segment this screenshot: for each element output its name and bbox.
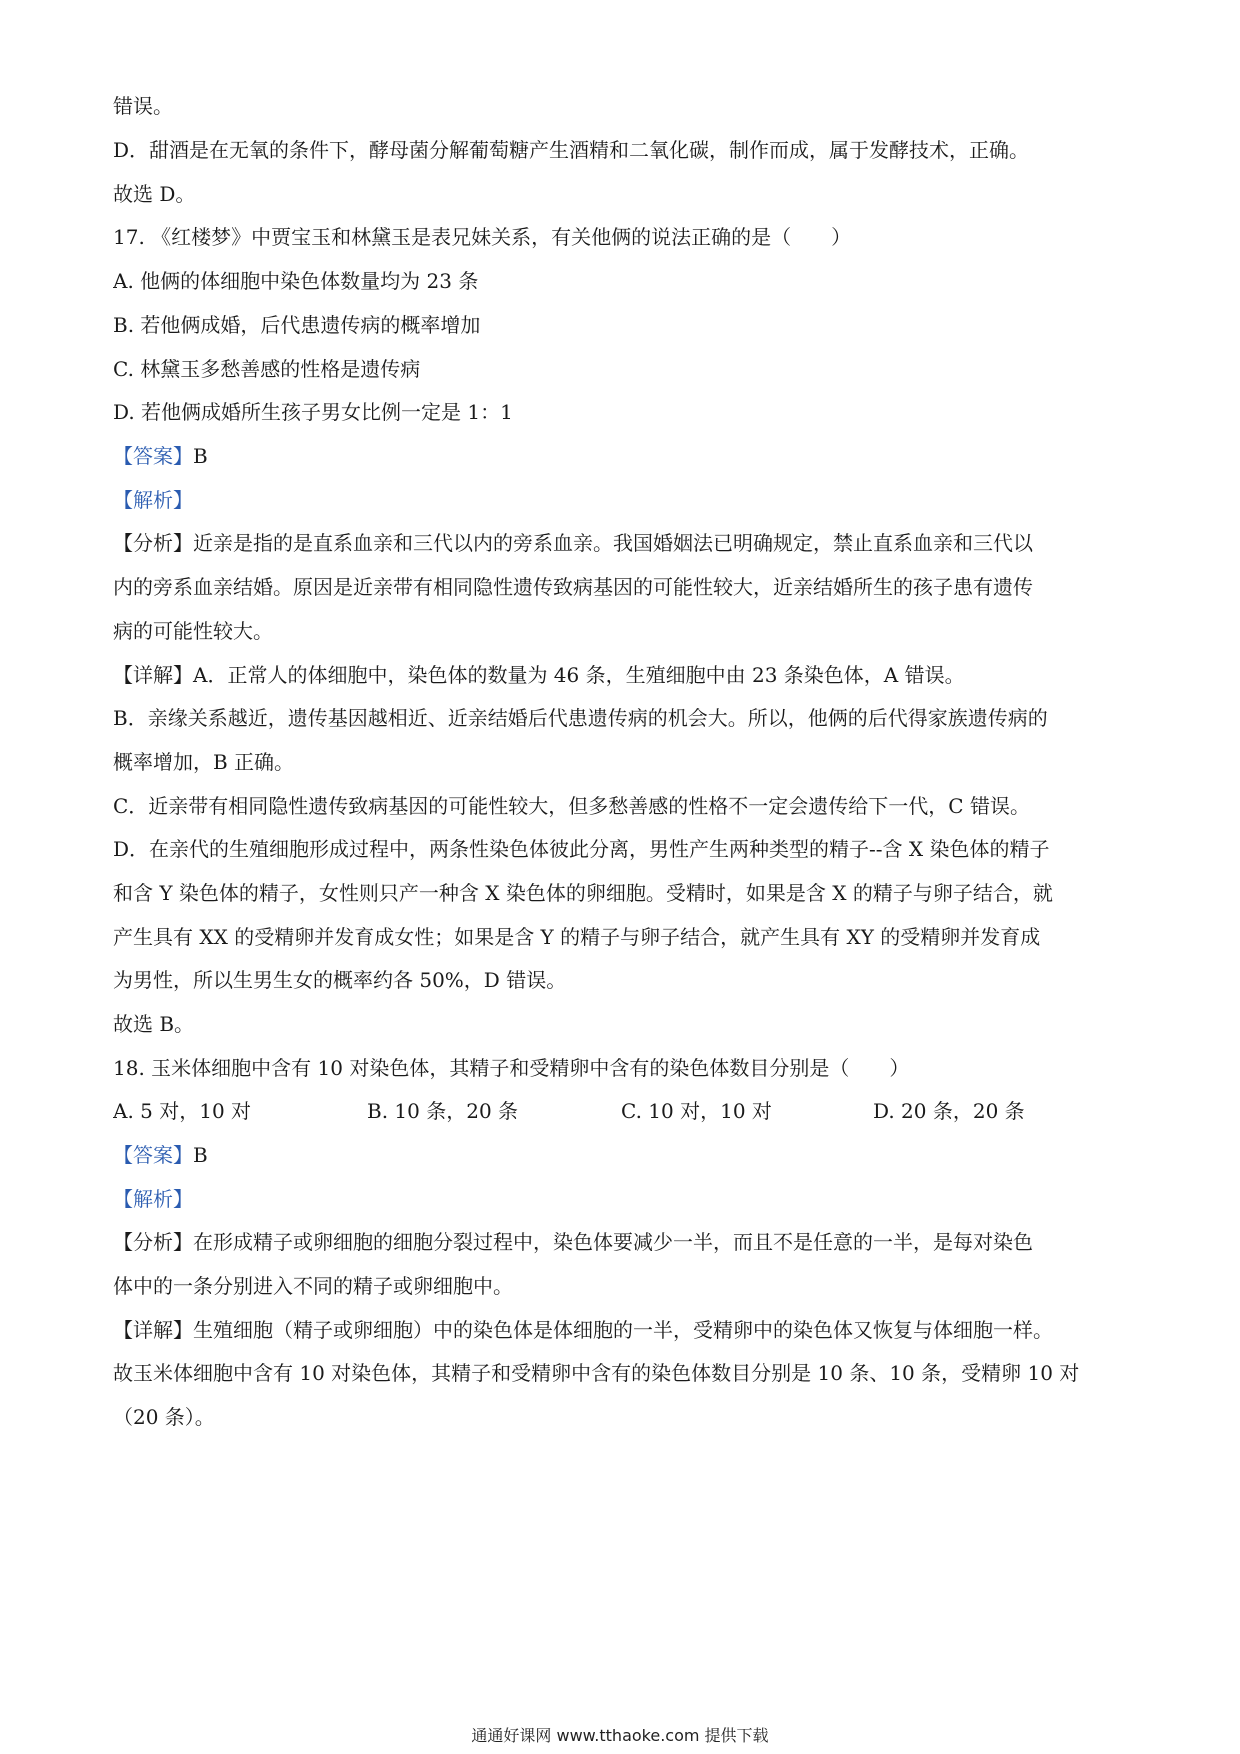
text-line: 产生具有 XX 的受精卵并发育成女性；如果是含 Y 的精子与卵子结合，就产生具有 XY 的受精卵并发育成 [113,925,1041,949]
answer-value: B [193,1143,208,1167]
question-18-analysis [113,1185,1143,1213]
xiangjie-text: 生殖细胞（精子或卵细胞）中的染色体是体细胞的一半，受精卵中的染色体又恢复与体细胞一样。 [193,1318,1053,1342]
fenxi-tag: 【分析】 [113,1230,193,1254]
question-17-stem: 17. 《红楼梦》中贾宝玉和林黛玉是表兄妹关系，有关他俩的说法正确的是（ ） [113,225,852,249]
question-17-option-c: C. 林黛玉多愁善感的性格是遗传病 [113,357,421,381]
question-18-option-b: B. 10 条，20 条 [367,1099,519,1123]
text-line: 故选 D。 [113,182,196,206]
question-18-answer [113,1141,1143,1169]
text-line: C．近亲带有相同隐性遗传致病基因的可能性较大，但多愁善感的性格不一定会遗传给下一代，C 错误。 [113,794,1030,818]
question-18-option-d: D. 20 条，20 条 [873,1099,1025,1123]
text-line: D．在亲代的生殖细胞形成过程中，两条性染色体彼此分离，男性产生两种类型的精子--含 X 染色体的精子 [113,837,1050,861]
question-17-xiangjie [113,661,1143,689]
question-17-analysis [113,486,1143,514]
question-17-option-d: D. 若他俩成婚所生孩子男女比例一定是 1：1 [113,400,513,424]
text-line: 概率增加，B 正确。 [113,750,295,774]
question-18-xiangjie [113,1316,1143,1344]
question-17-option-b: B. 若他俩成婚，后代患遗传病的概率增加 [113,313,481,337]
text-line: 故玉米体细胞中含有 10 对染色体，其精子和受精卵中含有的染色体数目分别是 10 条、10 条，受精卵 10 对 [113,1361,1080,1385]
analysis-tag: 【解析】 [113,488,193,512]
text-line: 错误。 [113,94,173,118]
fenxi-text: 近亲是指的是直系血亲和三代以内的旁系血亲。我国婚姻法已明确规定，禁止直系血亲和三代以 [193,531,1033,555]
xiangjie-tag: 【详解】 [113,1318,193,1342]
analysis-tag: 【解析】 [113,1187,193,1211]
text-line: D．甜酒是在无氧的条件下，酵母菌分解葡萄糖产生酒精和二氧化碳，制作而成，属于发酵技术，正确。 [113,138,1030,162]
fenxi-text: 在形成精子或卵细胞的细胞分裂过程中，染色体要减少一半，而且不是任意的一半，是每对染色 [193,1230,1033,1254]
xiangjie-text: A．正常人的体细胞中，染色体的数量为 46 条，生殖细胞中由 23 条染色体，A 错误。 [193,663,965,687]
text-line: 内的旁系血亲结婚。原因是近亲带有相同隐性遗传致病基因的可能性较大，近亲结婚所生的孩子患有遗传 [113,575,1033,599]
question-18-option-c: C. 10 对，10 对 [621,1099,772,1123]
text-line: 故选 B。 [113,1012,195,1036]
text-line: 体中的一条分别进入不同的精子或卵细胞中。 [113,1274,513,1298]
text-line: 和含 Y 染色体的精子，女性则只产一种含 X 染色体的卵细胞。受精时，如果是含 X 的精子与卵子结合，就 [113,881,1053,905]
answer-tag: 【答案】 [113,1143,193,1167]
text-line: 病的可能性较大。 [113,619,273,643]
question-17-option-a: A. 他俩的体细胞中染色体数量均为 23 条 [113,269,479,293]
text-line: 为男性，所以生男生女的概率约各 50%，D 错误。 [113,968,567,992]
question-18-fenxi [113,1228,1143,1256]
question-17-answer [113,442,1143,470]
question-18-option-a: A. 5 对，10 对 [113,1099,252,1123]
text-line: B．亲缘关系越近，遗传基因越相近、近亲结婚后代患遗传病的机会大。所以，他俩的后代得家族遗传病的 [113,706,1048,730]
answer-tag: 【答案】 [113,444,193,468]
xiangjie-tag: 【详解】 [113,663,193,687]
page-footer: 通通好课网 www.tthaoke.com 提供下载 [471,1726,769,1745]
answer-value: B [193,444,208,468]
question-17-fenxi [113,529,1143,557]
fenxi-tag: 【分析】 [113,531,193,555]
question-18-stem: 18. 玉米体细胞中含有 10 对染色体，其精子和受精卵中含有的染色体数目分别是（ ） [113,1056,910,1080]
question-18-options [113,1097,1143,1125]
text-line: （20 条）。 [113,1405,215,1429]
